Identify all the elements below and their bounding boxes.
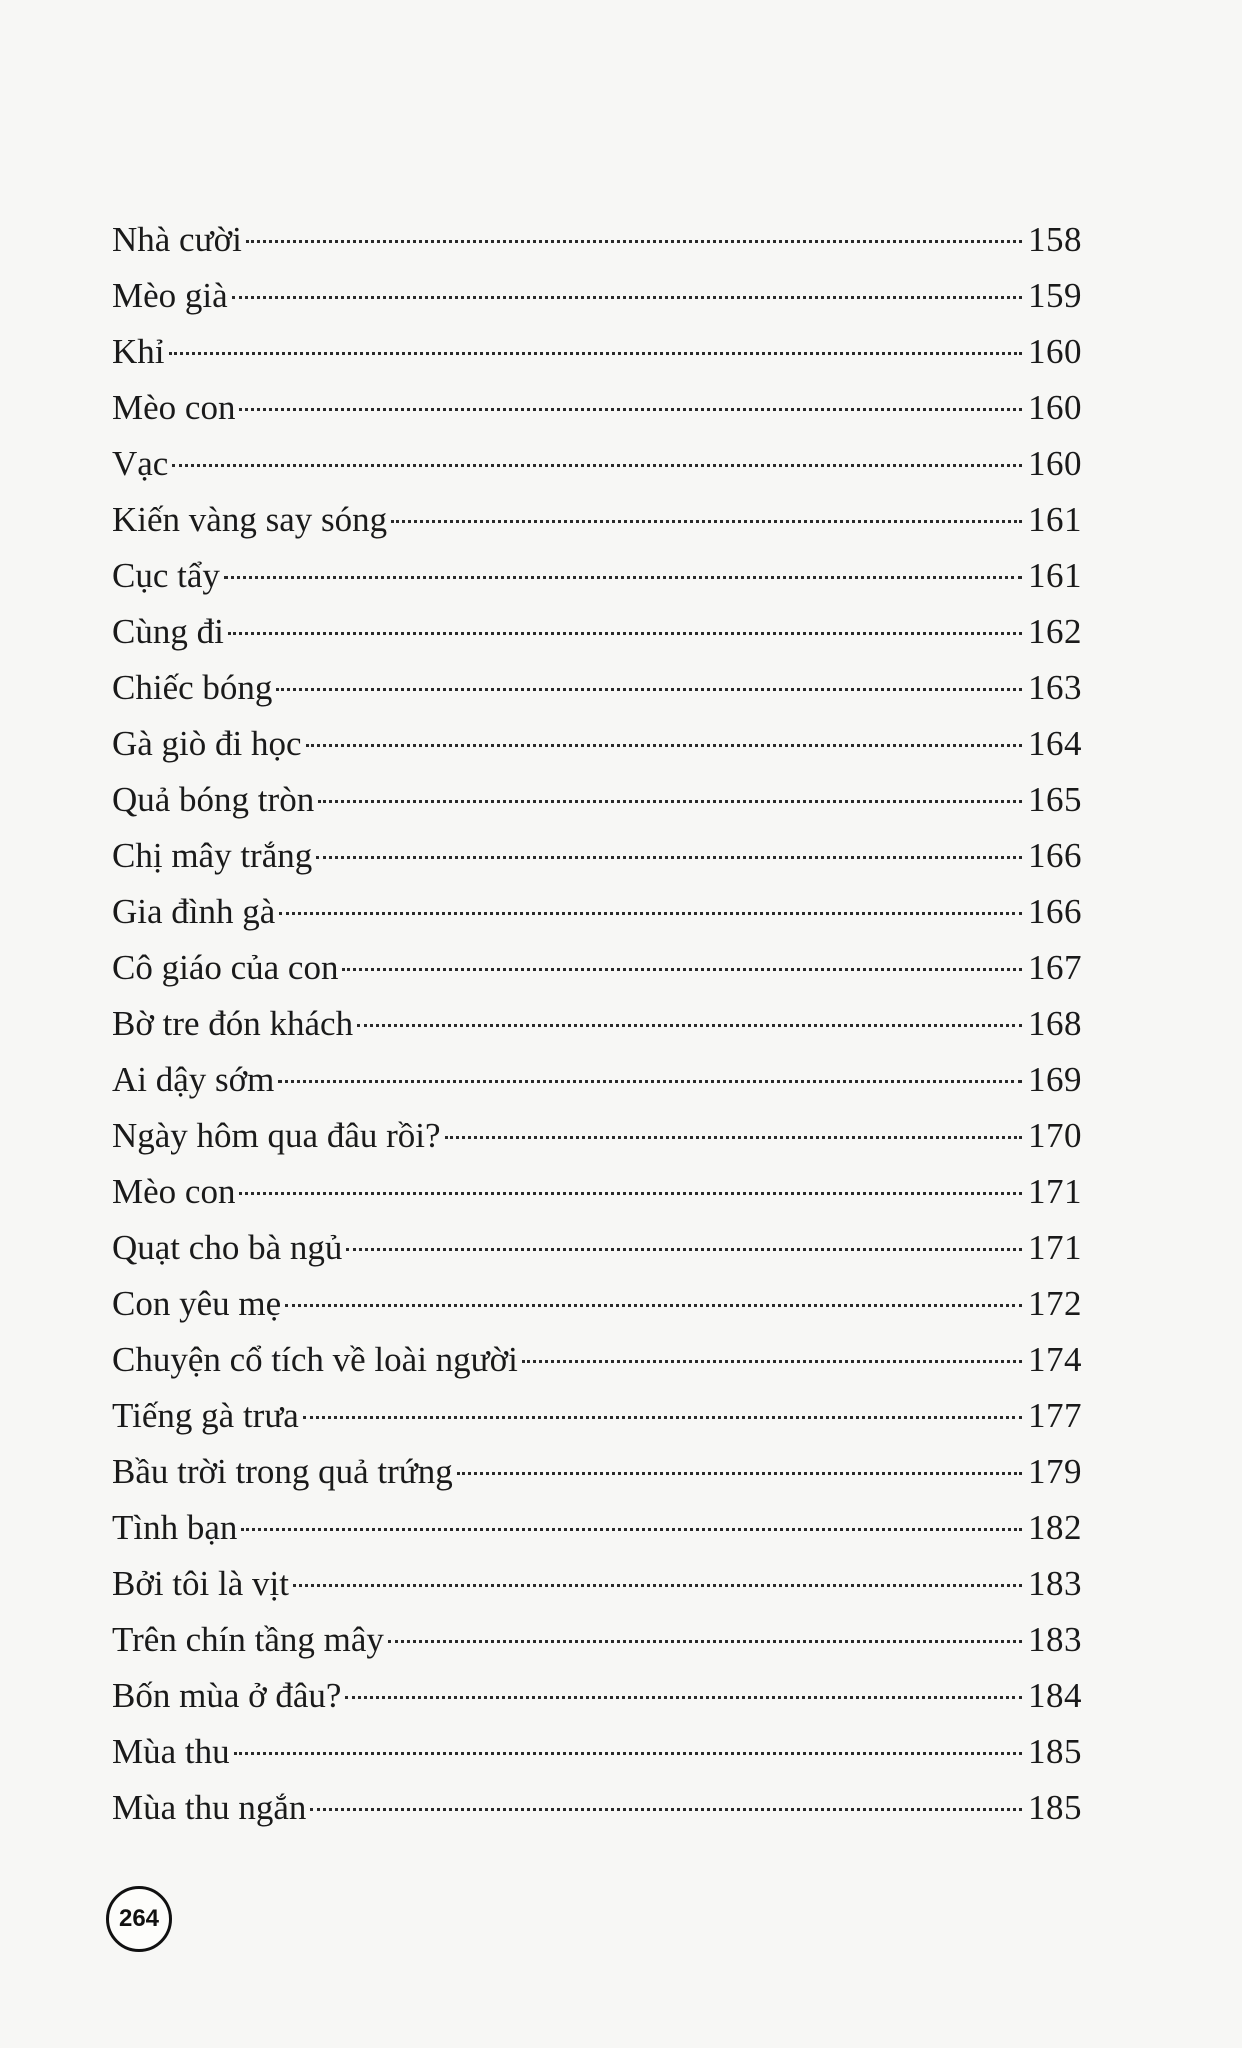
- dot-leader: [346, 1248, 1022, 1251]
- toc-entry-title: Mèo già: [112, 276, 228, 315]
- dot-leader: [279, 912, 1022, 915]
- toc-entry-page-number: 179: [1028, 1452, 1082, 1491]
- dot-leader: [293, 1584, 1022, 1587]
- toc-entry-title: Quạt cho bà ngủ: [112, 1228, 343, 1267]
- dot-leader: [357, 1024, 1022, 1027]
- toc-entry-page-number: 160: [1028, 388, 1082, 427]
- toc-entry-page-number: 185: [1028, 1732, 1082, 1771]
- toc-entry-page-number: 177: [1028, 1396, 1082, 1435]
- toc-entry-page-number: 171: [1028, 1228, 1082, 1267]
- toc-entry: [112, 772, 1082, 828]
- dot-leader: [303, 1416, 1022, 1419]
- toc-entry-page-number: 170: [1028, 1116, 1082, 1155]
- dot-leader: [169, 352, 1023, 355]
- toc-entry: [112, 548, 1082, 604]
- dot-leader: [316, 856, 1022, 859]
- dot-leader: [172, 464, 1022, 467]
- toc-entry-title: Ngày hôm qua đâu rồi?: [112, 1116, 441, 1155]
- page-number-badge: 264: [106, 1886, 172, 1952]
- toc-entry: [112, 1052, 1082, 1108]
- dot-leader: [224, 576, 1022, 579]
- dot-leader: [391, 520, 1022, 523]
- toc-entry: [112, 716, 1082, 772]
- toc-entry: [112, 1780, 1082, 1836]
- toc-entry-page-number: 164: [1028, 724, 1082, 763]
- toc-entry-page-number: 167: [1028, 948, 1082, 987]
- toc-entry-page-number: 183: [1028, 1620, 1082, 1659]
- toc-entry-title: Bờ tre đón khách: [112, 1004, 354, 1043]
- toc-entry-title: Kiến vàng say sóng: [112, 500, 388, 539]
- toc-entry-page-number: 168: [1028, 1004, 1082, 1043]
- toc-entry: [112, 268, 1082, 324]
- toc-entry-title: Cục tẩy: [112, 556, 220, 595]
- toc-entry: [112, 436, 1082, 492]
- toc-entry: [112, 1220, 1082, 1276]
- dot-leader: [388, 1640, 1022, 1643]
- toc-entry: [112, 324, 1082, 380]
- toc-entry: [112, 1556, 1082, 1612]
- toc-entry-page-number: 185: [1028, 1788, 1082, 1827]
- toc-entry: [112, 1500, 1082, 1556]
- toc-entry-page-number: 158: [1028, 220, 1082, 259]
- dot-leader: [445, 1136, 1022, 1139]
- toc-entry-page-number: 174: [1028, 1340, 1082, 1379]
- toc-entry-page-number: 161: [1028, 500, 1082, 539]
- toc-entry-page-number: 163: [1028, 668, 1082, 707]
- toc-entry-title: Bầu trời trong quả trứng: [112, 1452, 453, 1491]
- dot-leader: [342, 968, 1022, 971]
- toc-entry-title: Gà giò đi học: [112, 724, 302, 763]
- dot-leader: [345, 1696, 1022, 1699]
- toc-entry: [112, 1388, 1082, 1444]
- toc-entry-title: Chuyện cổ tích về loài người: [112, 1340, 518, 1379]
- toc-entry-page-number: 166: [1028, 836, 1082, 875]
- toc-entry-title: Nhà cười: [112, 220, 242, 259]
- toc-entry-title: Vạc: [112, 444, 169, 483]
- toc-entry: [112, 884, 1082, 940]
- toc-entry-title: Cùng đi: [112, 612, 224, 651]
- table-of-contents: [112, 212, 1082, 1836]
- toc-entry: [112, 1164, 1082, 1220]
- toc-entry-title: Tình bạn: [112, 1508, 238, 1547]
- dot-leader: [276, 688, 1022, 691]
- dot-leader: [457, 1472, 1022, 1475]
- toc-entry-title: Quả bóng tròn: [112, 780, 315, 819]
- toc-entry: [112, 828, 1082, 884]
- toc-entry-title: Mùa thu ngắn: [112, 1788, 307, 1827]
- toc-entry-title: Mèo con: [112, 388, 236, 427]
- dot-leader: [318, 800, 1022, 803]
- dot-leader: [241, 1528, 1022, 1531]
- toc-entry-page-number: 161: [1028, 556, 1082, 595]
- toc-entry-title: Khỉ: [112, 332, 165, 371]
- dot-leader: [306, 744, 1022, 747]
- toc-entry-title: Tiếng gà trưa: [112, 1396, 299, 1435]
- toc-entry: [112, 940, 1082, 996]
- dot-leader: [310, 1808, 1022, 1811]
- toc-entry: [112, 212, 1082, 268]
- toc-entry-page-number: 159: [1028, 276, 1082, 315]
- dot-leader: [239, 408, 1022, 411]
- toc-entry: [112, 380, 1082, 436]
- toc-entry-page-number: 160: [1028, 444, 1082, 483]
- dot-leader: [228, 632, 1022, 635]
- toc-entry: [112, 1668, 1082, 1724]
- toc-entry-title: Trên chín tầng mây: [112, 1620, 384, 1659]
- toc-entry-title: Bởi tôi là vịt: [112, 1564, 289, 1603]
- dot-leader: [246, 240, 1022, 243]
- toc-entry-page-number: 184: [1028, 1676, 1082, 1715]
- toc-entry: [112, 1332, 1082, 1388]
- toc-entry-title: Con yêu mẹ: [112, 1284, 282, 1323]
- toc-entry-title: Chiếc bóng: [112, 668, 273, 707]
- toc-entry: [112, 1724, 1082, 1780]
- toc-entry-title: Mùa thu: [112, 1732, 230, 1771]
- toc-entry-title: Bốn mùa ở đâu?: [112, 1676, 342, 1715]
- toc-entry-page-number: 182: [1028, 1508, 1082, 1547]
- toc-entry-page-number: 183: [1028, 1564, 1082, 1603]
- dot-leader: [234, 1752, 1022, 1755]
- toc-entry-title: Chị mây trắng: [112, 836, 313, 875]
- dot-leader: [239, 1192, 1022, 1195]
- dot-leader: [278, 1080, 1022, 1083]
- toc-entry: [112, 1612, 1082, 1668]
- toc-entry-title: Gia đình gà: [112, 892, 276, 931]
- toc-entry-page-number: 171: [1028, 1172, 1082, 1211]
- toc-entry: [112, 1108, 1082, 1164]
- toc-entry-title: Ai dậy sớm: [112, 1060, 275, 1099]
- dot-leader: [522, 1360, 1022, 1363]
- toc-entry-page-number: 162: [1028, 612, 1082, 651]
- toc-entry-page-number: 166: [1028, 892, 1082, 931]
- toc-entry: [112, 492, 1082, 548]
- toc-entry-page-number: 165: [1028, 780, 1082, 819]
- toc-entry: [112, 660, 1082, 716]
- toc-entry-title: Cô giáo của con: [112, 948, 339, 987]
- dot-leader: [285, 1304, 1022, 1307]
- toc-entry-page-number: 169: [1028, 1060, 1082, 1099]
- toc-entry: [112, 1276, 1082, 1332]
- toc-entry: [112, 996, 1082, 1052]
- toc-entry: [112, 604, 1082, 660]
- toc-entry: [112, 1444, 1082, 1500]
- toc-entry-page-number: 160: [1028, 332, 1082, 371]
- toc-entry-title: Mèo con: [112, 1172, 236, 1211]
- dot-leader: [232, 296, 1022, 299]
- toc-entry-page-number: 172: [1028, 1284, 1082, 1323]
